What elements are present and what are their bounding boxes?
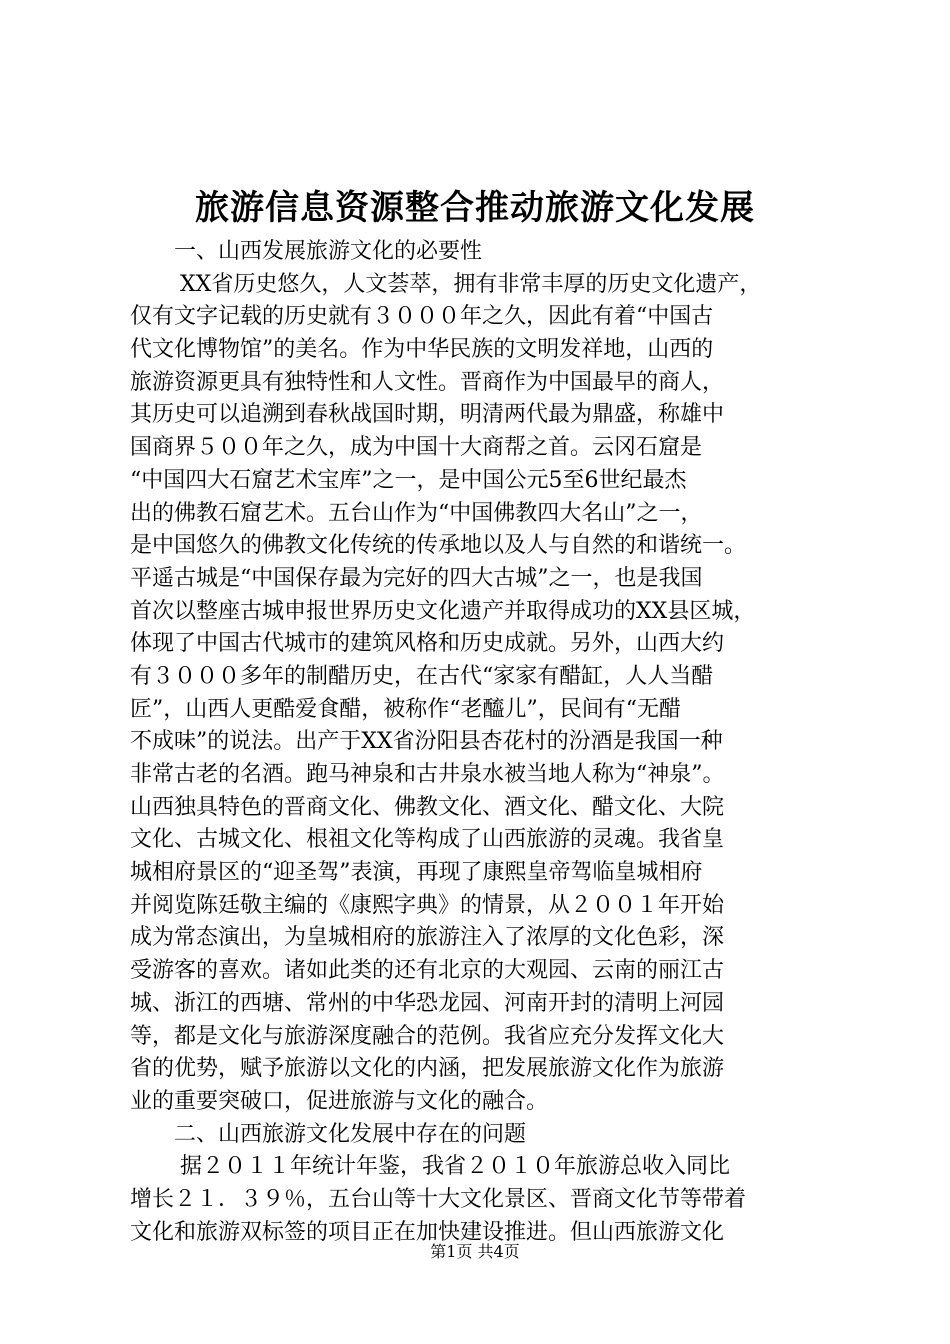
paragraph-line: 有３０００多年的制醋历史，在古代“家家有醋缸，人人当醋 (130, 663, 714, 689)
paragraph-line: 受游客的喜欢。诸如此类的还有北京的大观园、云南的丽江古 (130, 958, 725, 984)
paragraph-line: 平遥古城是“中国保存最为完好的四大古城”之一，也是我国 (130, 565, 703, 591)
paragraph-line: 出的佛教石窟艺术。五台山作为“中国佛教四大名山”之一， (130, 500, 703, 526)
page-number-footer: 第1页 共4页 (430, 1242, 520, 1261)
paragraph-line: 山西独具特色的晋商文化、佛教文化、酒文化、醋文化、大院 (130, 794, 725, 820)
paragraph-line: 仅有文字记载的历史就有３０００年之久，因此有着“中国古 (130, 304, 714, 330)
paragraph-line: 城相府景区的“迎圣驾”表演，再现了康熙皇帝驾临皇城相府 (130, 860, 703, 886)
paragraph-line: 不成味”的说法。出产于XX省汾阳县杏花村的汾酒是我国一种 (130, 729, 723, 755)
paragraph-line: 城、浙江的西塘、常州的中华恐龙园、河南开封的清明上河园 (130, 990, 725, 1016)
document-body (130, 236, 830, 1249)
paragraph-line: 业的重要突破口，促进旅游与文化的融合。 (130, 1088, 549, 1114)
paragraph-line: 其历史可以追溯到春秋战国时期，明清两代最为鼎盛，称雄中 (130, 402, 725, 428)
paragraph-line: 旅游资源更具有独特性和人文性。晋商作为中国最早的商人， (130, 369, 725, 395)
paragraph-line: 首次以整座古城申报世界历史文化遗产并取得成功的XX县区城， (130, 598, 756, 624)
paragraph-line: “中国四大石窟艺术宝库”之一，是中国公元5至6世纪最杰 (130, 467, 687, 493)
paragraph-line: 匠”，山西人更酷爱食醋，被称作“老醯儿”，民间有“无醋 (130, 696, 681, 722)
paragraph-line: 并阅览陈廷敬主编的《康熙字典》的情景，从２００１年开始 (130, 892, 725, 918)
section-heading-1: 一、山西发展旅游文化的必要性 (174, 239, 483, 264)
paragraph-line: 非常古老的名酒。跑马神泉和古井泉水被当地人称为“神泉”。 (130, 762, 725, 787)
paragraph-line: 是中国悠久的佛教文化传统的传承地以及人与自然的和谐统一。 (130, 533, 747, 559)
paragraph-line: 成为常态演出，为皇城相府的旅游注入了浓厚的文化色彩，深 (130, 925, 725, 951)
paragraph-line: 文化、古城文化、根祖文化等构成了山西旅游的灵魂。我省皇 (130, 827, 725, 853)
paragraph-line: 体现了中国古代城市的建筑风格和历史成就。另外，山西大约 (130, 631, 725, 657)
paragraph-line: 国商界５００年之久，成为中国十大商帮之首。云冈石窟是 (130, 435, 703, 461)
paragraph-line: 增长２１．３９％，五台山等十大文化景区、晋商文化节等带着 (130, 1186, 747, 1212)
paragraph-line: 省的优势，赋予旅游以文化的内涵，把发展旅游文化作为旅游 (130, 1056, 725, 1082)
paragraph-line: 等，都是文化与旅游深度融合的范例。我省应充分发挥文化大 (130, 1023, 725, 1049)
paragraph-line: 代文化博物馆”的美名。作为中华民族的文明发祥地，山西的 (130, 337, 714, 363)
paragraph-line: 据２０１１年统计年鉴，我省２０１０年旅游总收入同比 (180, 1154, 731, 1180)
paragraph-line: 文化和旅游双标签的项目正在加快建设推进。但山西旅游文化 (130, 1219, 725, 1245)
section-heading-2: 二、山西旅游文化发展中存在的问题 (174, 1121, 527, 1147)
paragraph-line: XX省历史悠久，人文荟萃，拥有非常丰厚的历史文化遗产， (180, 271, 762, 297)
document-title: 旅游信息资源整合推动旅游文化发展 (195, 188, 755, 228)
